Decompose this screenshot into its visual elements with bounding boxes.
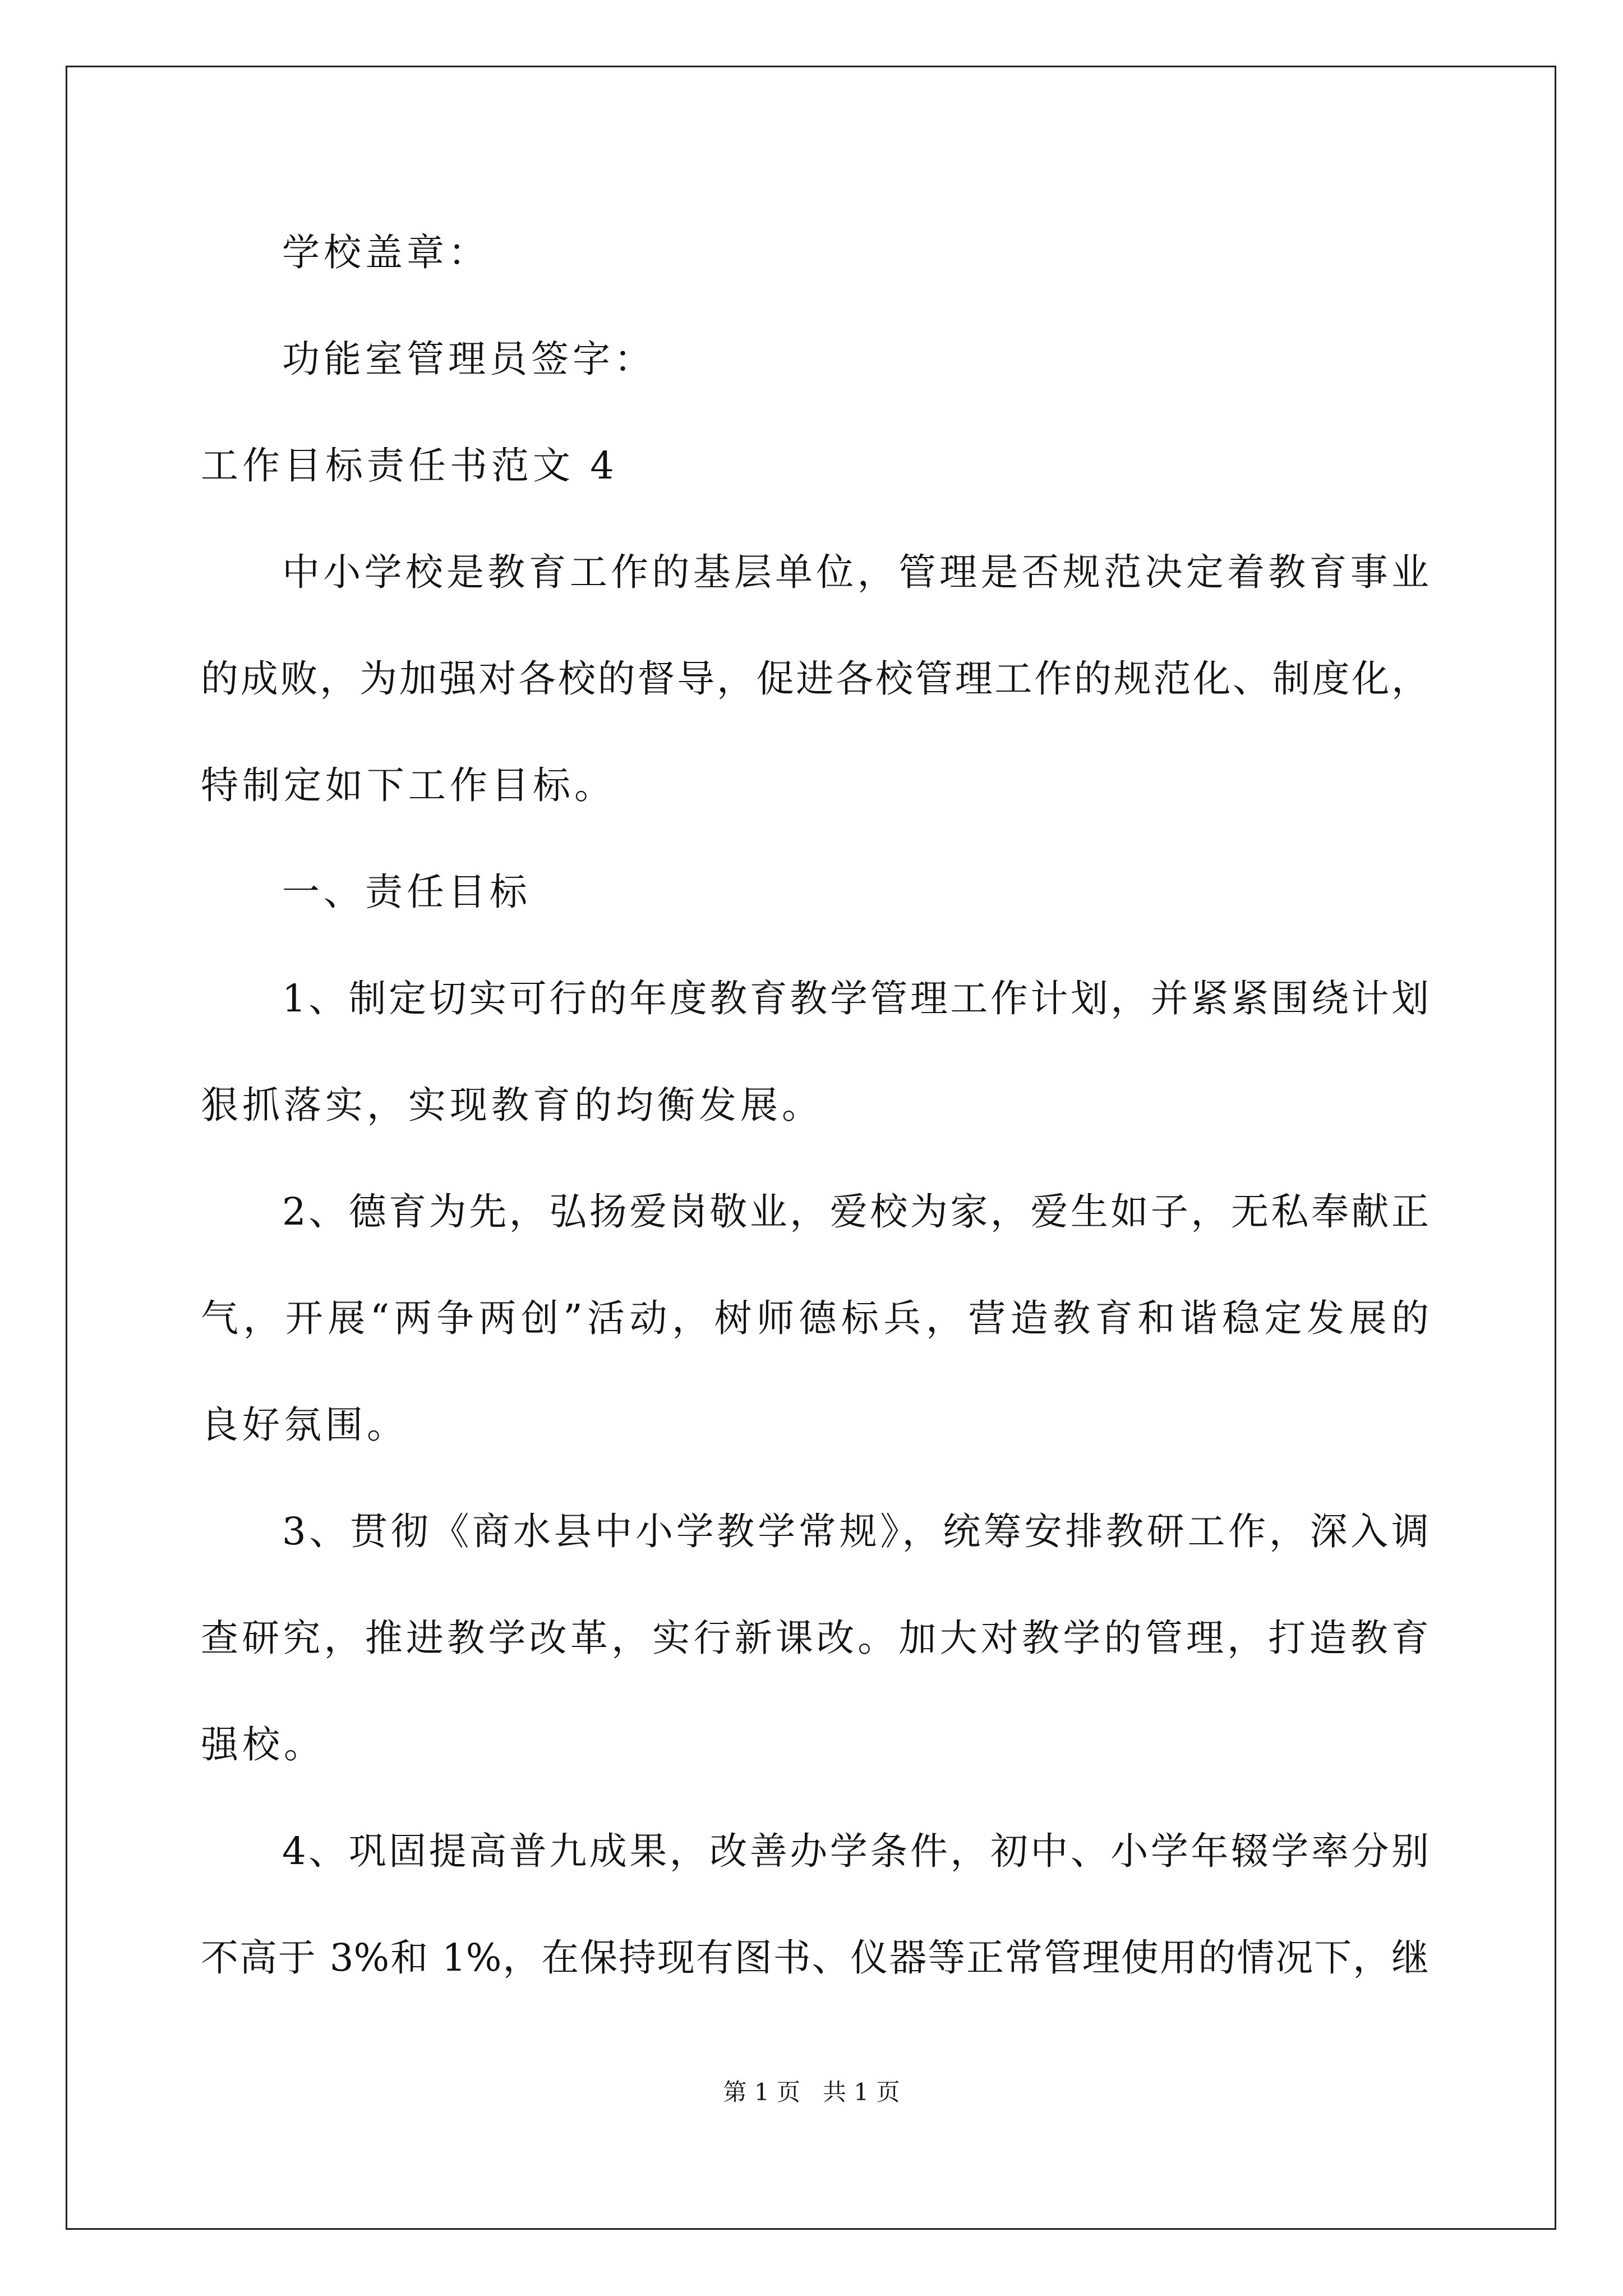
page-border <box>66 66 1556 2230</box>
paragraph-line: 1、制定切实可行的年度教育教学管理工作计划，并紧紧围绕计划 <box>282 977 1429 1020</box>
seal-line: 学校盖章： <box>282 231 490 274</box>
paragraph-line: 2、德育为先，弘扬爱岗敬业，爱校为家，爱生如子，无私奉献正 <box>282 1190 1429 1234</box>
paragraph-line: 狠抓落实，实现教育的均衡发展。 <box>201 1083 823 1127</box>
subheading: 一、责任目标 <box>282 870 531 914</box>
paragraph-line: 不高于 3%和 1%，在保持现有图书、仪器等正常管理使用的情况下，继 <box>201 1936 1429 1980</box>
paragraph-line: 3、贯彻《商水县中小学教学常规》，统筹安排教研工作，深入调 <box>282 1510 1429 1553</box>
paragraph-line: 良好氛围。 <box>201 1403 408 1447</box>
paragraph-line: 气，开展“两争两创”活动，树师德标兵，营造教育和谐稳定发展的 <box>201 1296 1429 1340</box>
section-title: 工作目标责任书范文 4 <box>201 444 618 487</box>
paragraph-line: 特制定如下工作目标。 <box>201 763 616 807</box>
page-footer: 第 1 页 共 1 页 <box>723 2078 900 2106</box>
paragraph-line: 查研究，推进教学改革，实行新课改。加大对教学的管理，打造教育 <box>201 1616 1429 1660</box>
paragraph-line: 中小学校是教育工作的基层单位，管理是否规范决定着教育事业 <box>282 550 1429 594</box>
paragraph-line: 强校。 <box>201 1723 325 1766</box>
signature-line: 功能室管理员签字： <box>282 337 656 381</box>
paragraph-line: 4、巩固提高普九成果，改善办学条件，初中、小学年辍学率分别 <box>282 1829 1429 1873</box>
paragraph-line: 的成败，为加强对各校的督导，促进各校管理工作的规范化、制度化， <box>201 657 1429 701</box>
